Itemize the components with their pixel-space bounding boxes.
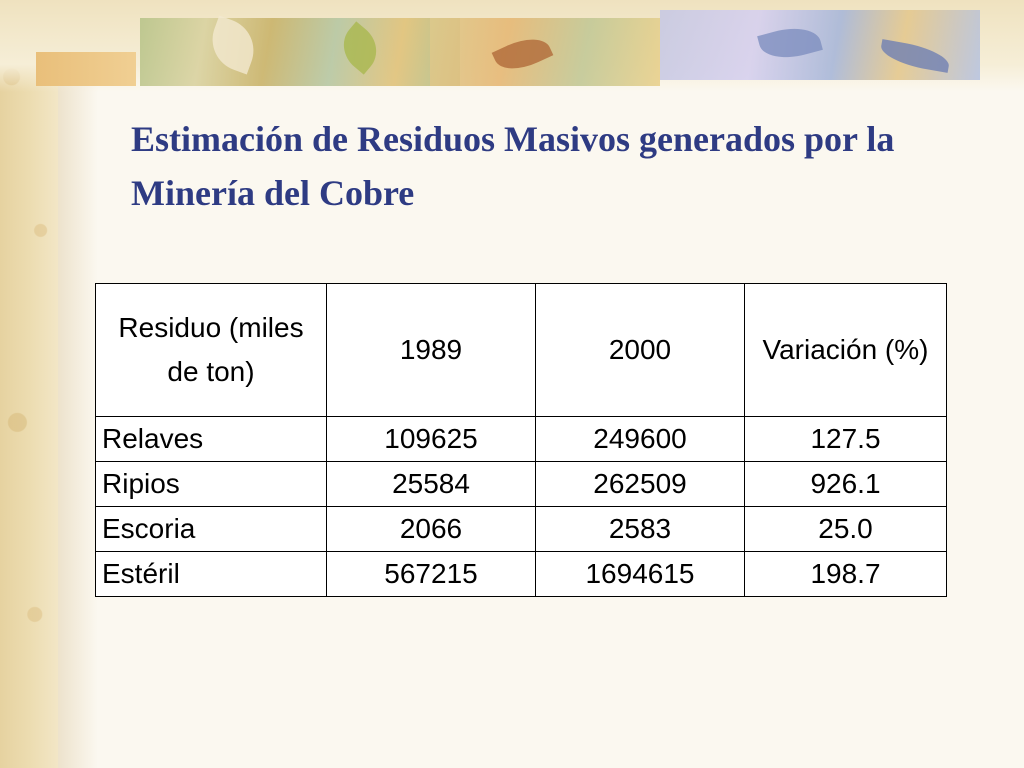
table-row	[96, 552, 947, 597]
table-row	[96, 417, 947, 462]
table-cell: 198.7	[745, 552, 947, 597]
table-row	[96, 462, 947, 507]
table-cell: 109625	[327, 417, 536, 462]
banner-accent-block	[36, 52, 136, 86]
table-header-row	[96, 284, 947, 417]
table-cell: Ripios	[96, 462, 327, 507]
table-cell: 249600	[536, 417, 745, 462]
table-cell: 262509	[536, 462, 745, 507]
table-cell: 2066	[327, 507, 536, 552]
table-cell: Relaves	[96, 417, 327, 462]
table-row	[96, 507, 947, 552]
slide-title: Estimación de Residuos Masivos generados por la Minería del Cobre	[131, 119, 895, 213]
page-shadow	[58, 0, 98, 768]
table-cell: 25.0	[745, 507, 947, 552]
table-cell: 25584	[327, 462, 536, 507]
decorative-banner	[0, 0, 1024, 92]
table-cell: 1694615	[536, 552, 745, 597]
table-cell: 567215	[327, 552, 536, 597]
column-header: 1989	[327, 284, 536, 417]
table-cell: 2583	[536, 507, 745, 552]
waste-table	[95, 283, 947, 597]
table-cell: Estéril	[96, 552, 327, 597]
column-header: 2000	[536, 284, 745, 417]
table-cell: Escoria	[96, 507, 327, 552]
column-header: Variación (%)	[745, 284, 947, 417]
table-cell: 127.5	[745, 417, 947, 462]
parchment-border	[0, 0, 58, 768]
leaf-pattern-band	[140, 18, 460, 86]
table-cell: 926.1	[745, 462, 947, 507]
column-header: Residuo (miles de ton)	[96, 284, 327, 417]
